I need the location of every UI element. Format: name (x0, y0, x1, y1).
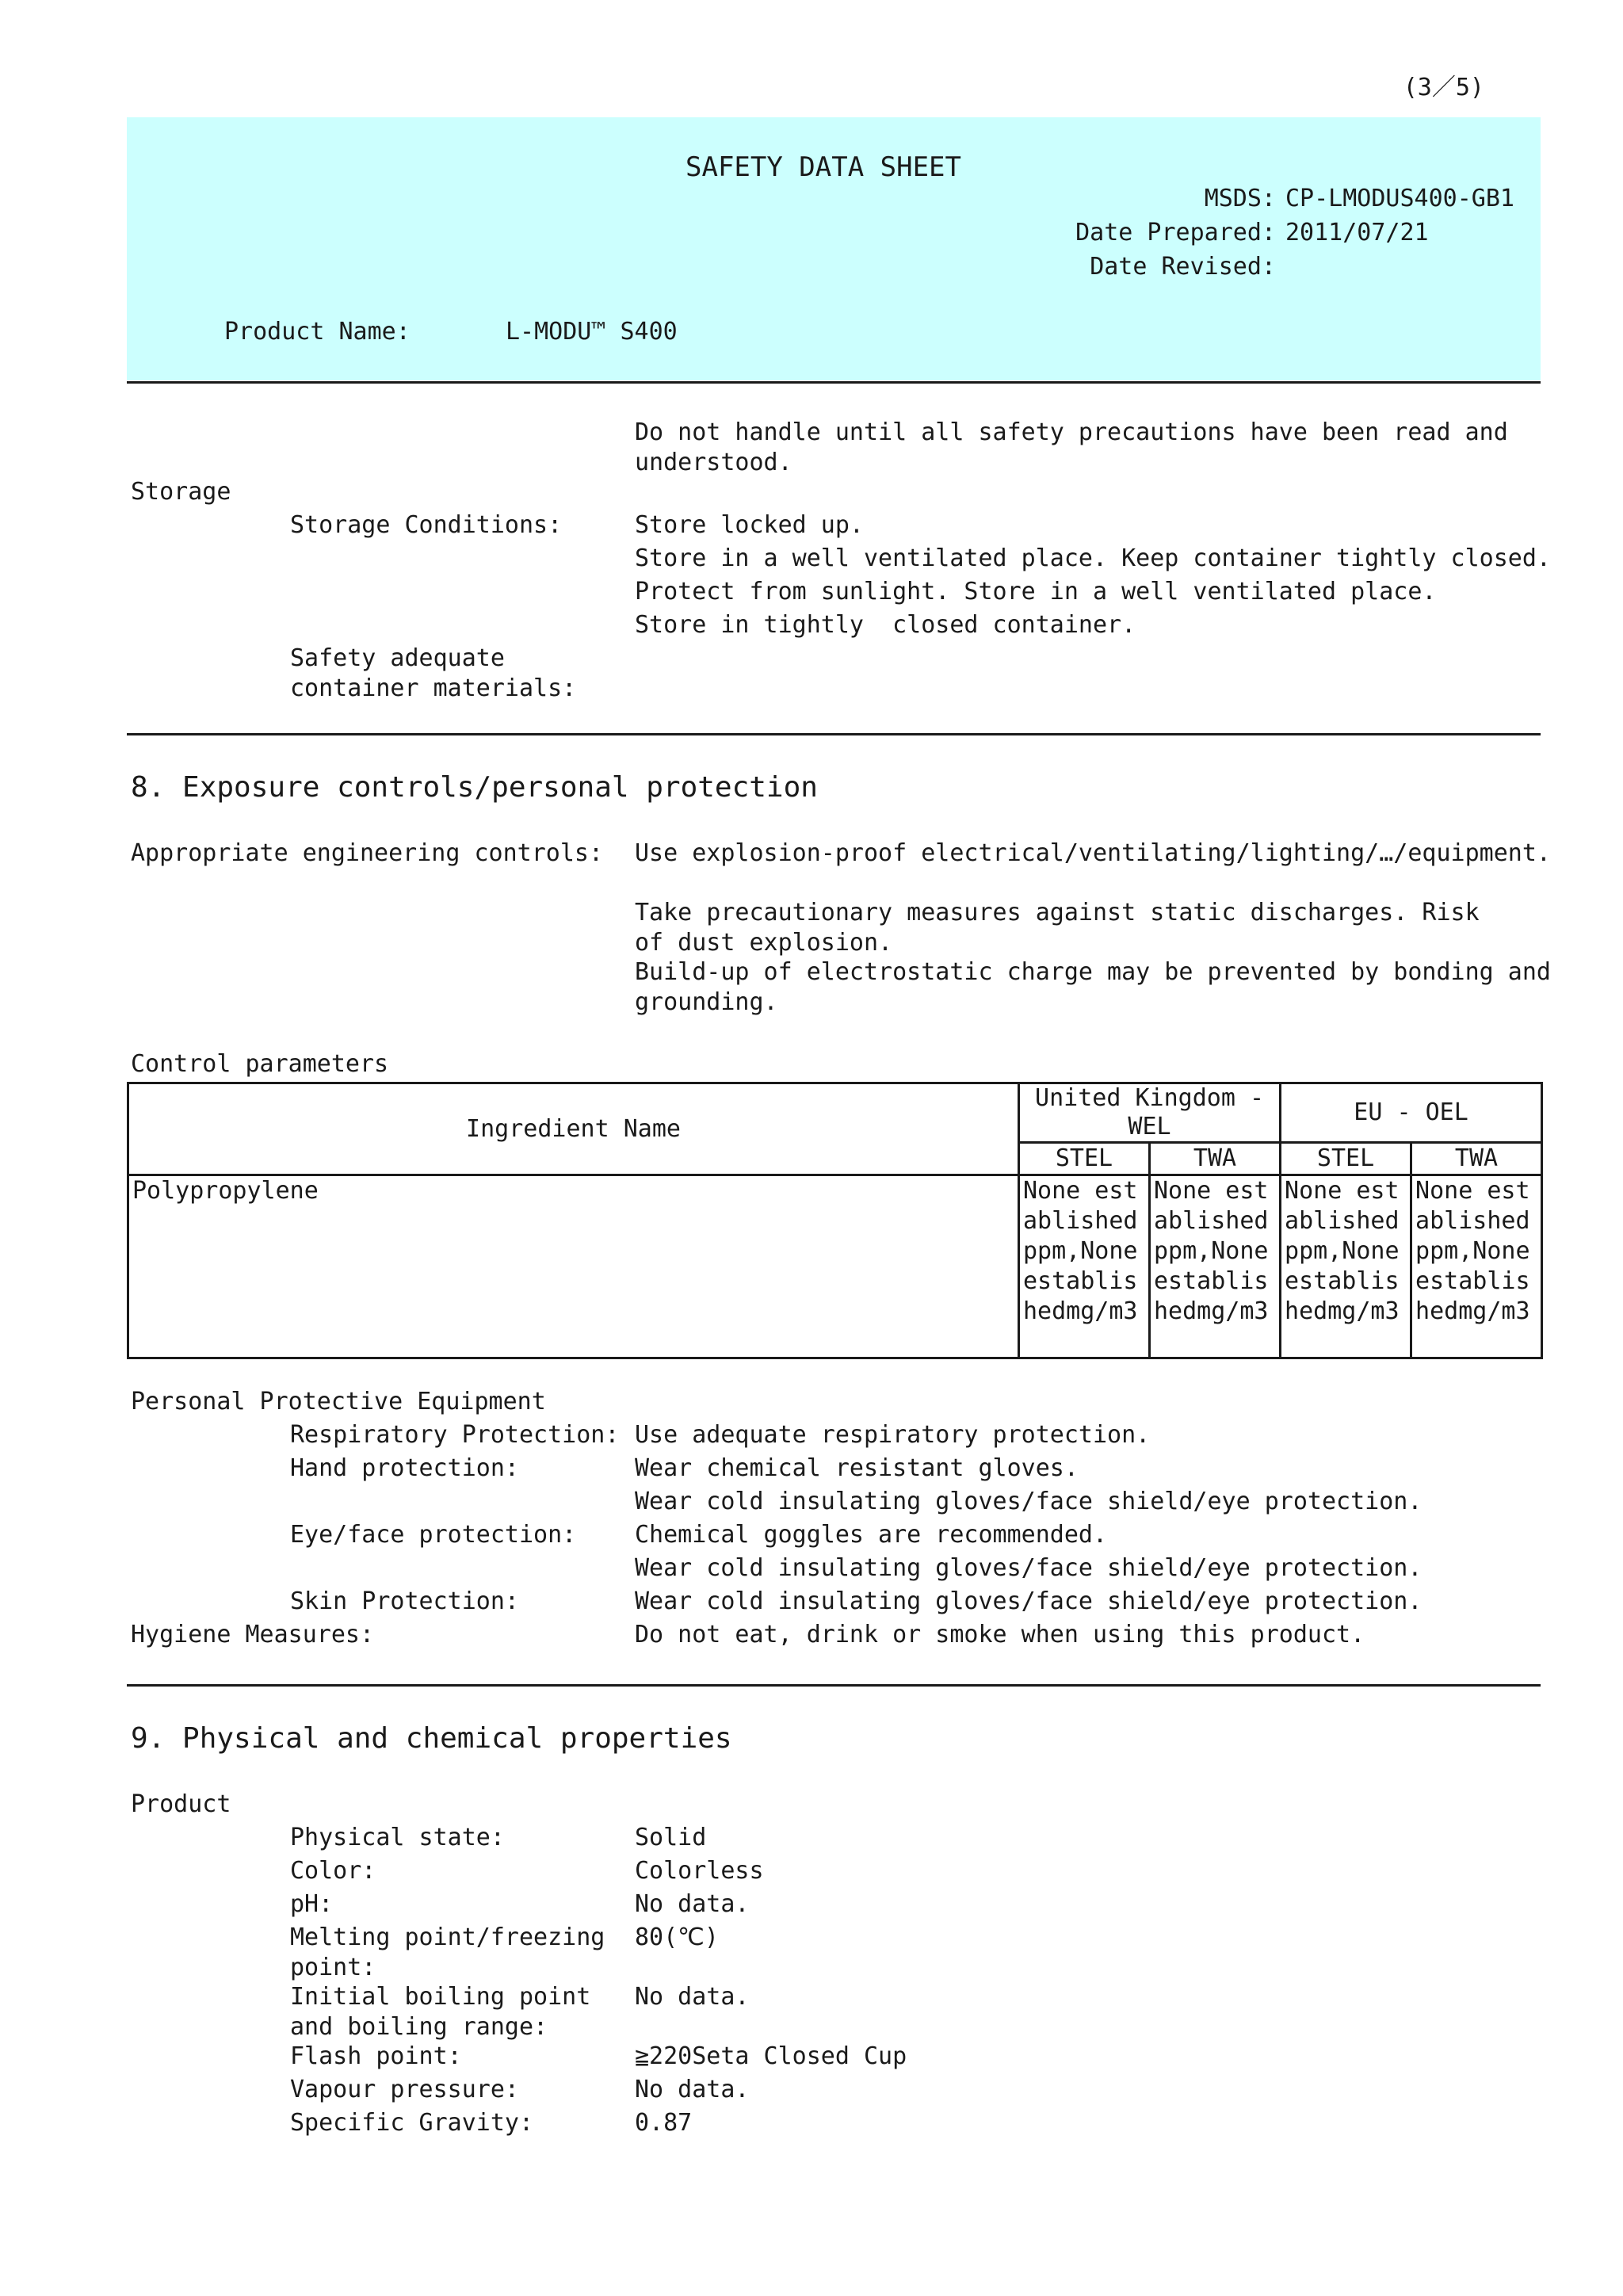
hand-protection-value2: Wear cold insulating gloves/face shield/eye protection. (635, 1488, 1423, 1515)
boiling-point-label-line2: and boiling range: (290, 2013, 548, 2041)
ph-value: No data. (635, 1890, 750, 1918)
product-name-label: Product Name: (224, 318, 411, 346)
date-prepared-value: 2011/07/21 (1285, 219, 1429, 246)
respiratory-value: Use adequate respiratory protection. (635, 1421, 1151, 1449)
melting-point-value: 80(℃) (635, 1924, 719, 1951)
color-value: Colorless (635, 1857, 764, 1885)
boiling-point-value: No data. (635, 1983, 750, 2011)
page-number: (3／5) (1403, 74, 1484, 101)
eu-twa-cell: None establishedppm,None establishedmg/m3 (1411, 1175, 1542, 1358)
header-divider (127, 381, 1541, 384)
uk-stel-cell: None establishedppm,None establishedmg/m3 (1019, 1175, 1150, 1358)
date-prepared-label: Date Prepared: (1075, 219, 1276, 246)
physical-state-value: Solid (635, 1824, 707, 1851)
specific-gravity-label: Specific Gravity: (290, 2109, 534, 2137)
storage-precaution-line2: understood. (635, 449, 792, 476)
color-label: Color: (290, 1857, 376, 1885)
eu-stel-header: STEL (1281, 1143, 1411, 1175)
eye-protection-label: Eye/face protection: (290, 1521, 577, 1549)
engineering-controls-para3-line1: Build-up of electrostatic charge may be prevented by bonding and (635, 958, 1551, 986)
storage-heading: Storage (131, 478, 231, 506)
control-parameters-table (127, 1082, 1543, 1359)
skin-protection-label: Skin Protection: (290, 1587, 519, 1615)
eye-protection-value2: Wear cold insulating gloves/face shield/eye protection. (635, 1554, 1423, 1582)
ppe-heading: Personal Protective Equipment (131, 1388, 546, 1415)
section-8-divider (127, 1684, 1541, 1687)
melting-point-label-line1: Melting point/freezing (290, 1924, 605, 1951)
engineering-controls-para2-line2: of dust explosion. (635, 929, 893, 957)
container-materials-label-line1: Safety adequate (290, 644, 505, 672)
ingredient-name-cell: Polypropylene (128, 1175, 1019, 1358)
section-9-title: 9. Physical and chemical properties (131, 1722, 732, 1755)
ingredient-name-header: Ingredient Name (128, 1083, 1019, 1175)
container-materials-label-line2: container materials: (290, 674, 577, 702)
hygiene-value: Do not eat, drink or smoke when using this product. (635, 1621, 1365, 1648)
specific-gravity-value: 0.87 (635, 2109, 693, 2137)
section-8-title: 8. Exposure controls/personal protection (131, 771, 818, 804)
hand-protection-value1: Wear chemical resistant gloves. (635, 1454, 1079, 1482)
flash-point-label: Flash point: (290, 2042, 462, 2070)
uk-wel-header: United Kingdom - WEL (1019, 1083, 1281, 1143)
eu-stel-cell: None establishedppm,None establishedmg/m3 (1281, 1175, 1411, 1358)
table-row (128, 1175, 1542, 1358)
storage-condition-item: Store in a well ventilated place. Keep container tightly closed. (635, 544, 1551, 572)
respiratory-label: Respiratory Protection: (290, 1421, 620, 1449)
storage-precaution-line1: Do not handle until all safety precautions have been read and (635, 418, 1508, 446)
uk-stel-header: STEL (1019, 1143, 1150, 1175)
vapour-pressure-label: Vapour pressure: (290, 2076, 519, 2103)
msds-value: CP-LMODUS400-GB1 (1285, 185, 1514, 212)
uk-twa-cell: None establishedppm,None establishedmg/m3 (1150, 1175, 1281, 1358)
engineering-controls-para2-line1: Take precautionary measures against static discharges. Risk (635, 899, 1480, 926)
eu-twa-header: TWA (1411, 1143, 1542, 1175)
product-heading: Product (131, 1790, 231, 1818)
eu-oel-header: EU - OEL (1281, 1083, 1542, 1143)
ph-label: pH: (290, 1890, 334, 1918)
hand-protection-label: Hand protection: (290, 1454, 519, 1482)
date-revised-label: Date Revised: (1090, 253, 1276, 281)
storage-condition-item: Store in tightly closed container. (635, 611, 1136, 639)
engineering-controls-label: Appropriate engineering controls: (131, 839, 604, 867)
vapour-pressure-value: No data. (635, 2076, 750, 2103)
skin-protection-value: Wear cold insulating gloves/face shield/eye protection. (635, 1587, 1423, 1615)
uk-twa-header: TWA (1150, 1143, 1281, 1175)
physical-state-label: Physical state: (290, 1824, 505, 1851)
msds-label: MSDS: (1204, 185, 1276, 212)
product-name-value: L-MODU™ S400 (506, 318, 678, 346)
storage-divider (127, 733, 1541, 735)
storage-condition-item: Store locked up. (635, 511, 864, 539)
eye-protection-value1: Chemical goggles are recommended. (635, 1521, 1108, 1549)
engineering-controls-para3-line2: grounding. (635, 988, 778, 1016)
flash-point-value: ≧220Seta Closed Cup (635, 2042, 907, 2070)
engineering-controls-line1: Use explosion-proof electrical/ventilating/lighting/…/equipment. (635, 839, 1551, 867)
melting-point-label-line2: point: (290, 1954, 376, 1981)
storage-conditions-label: Storage Conditions: (290, 511, 563, 539)
storage-condition-item: Protect from sunlight. Store in a well ventilated place. (635, 578, 1437, 606)
hygiene-label: Hygiene Measures: (131, 1621, 375, 1648)
boiling-point-label-line1: Initial boiling point (290, 1983, 591, 2011)
document-title: SAFETY DATA SHEET (685, 151, 961, 183)
control-parameters-label: Control parameters (131, 1050, 389, 1078)
